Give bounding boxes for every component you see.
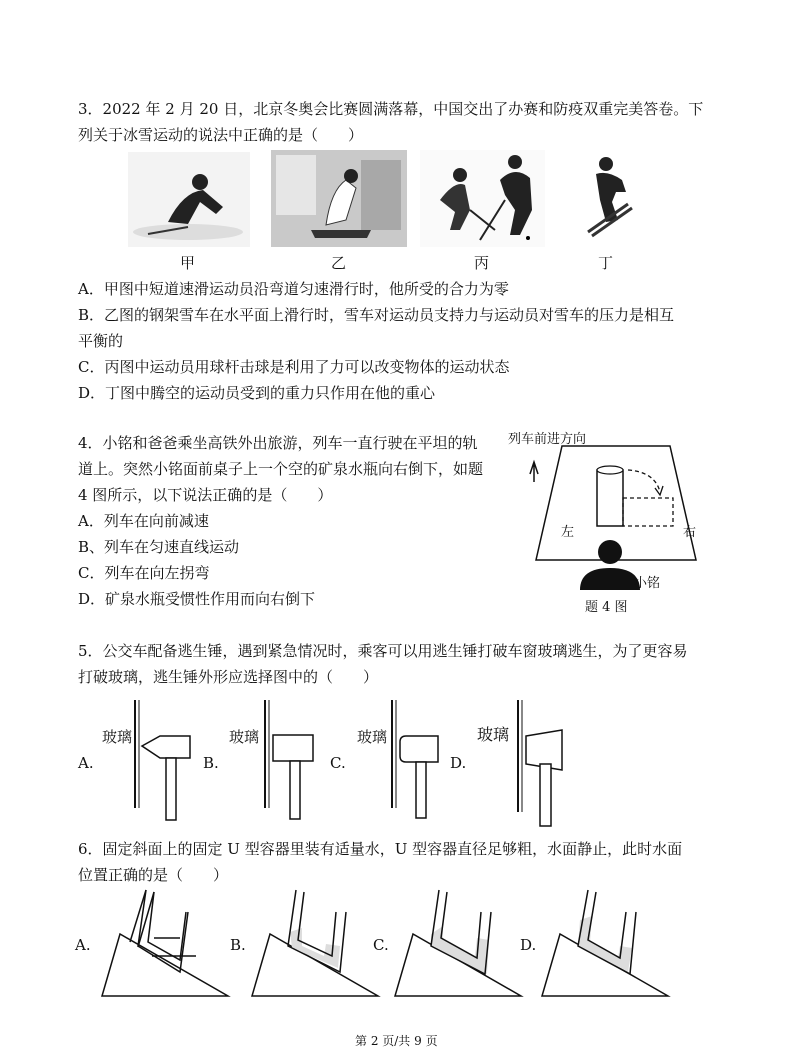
q4-line2: 道上。突然小铭面前桌子上一个空的矿泉水瓶向右倒下，如题 (78, 460, 484, 478)
q4-option-b: B、列车在匀速直线运动 (78, 538, 240, 556)
page-footer: 第 2 页/共 9 页 (355, 1034, 438, 1048)
hammer-b-figure (263, 700, 333, 830)
q5-choice-c: C. (330, 754, 346, 772)
hammer-head-pointed (142, 736, 190, 758)
q5-line2: 打破玻璃，逃生锤外形应选择图中的（ ） (78, 668, 379, 686)
photo-bing (420, 150, 545, 247)
q3-option-c: C．丙图中运动员用球杆击球是利用了力可以改变物体的运动状态 (78, 358, 510, 376)
question-6 (78, 836, 718, 888)
u-tube-b-figure (250, 890, 380, 1000)
photo-jia (128, 152, 250, 247)
q6-choice-b: B. (230, 936, 246, 954)
u-tube-d-figure (540, 890, 670, 1000)
q3-line1: 3．2022 年 2 月 20 日，北京冬奥会比赛圆满落幕，中国交出了办赛和防疫双重完美答卷。下 (78, 100, 704, 118)
q6-choice-d: D. (520, 936, 537, 954)
q6-choice-a: A. (75, 936, 91, 954)
ski-jumper-image (578, 152, 638, 247)
q6-line1: 6．固定斜面上的固定 U 型容器里装有适量水，U 型容器直径足够粗，水面静止，此时水面 (78, 840, 683, 858)
q3-option-b: B．乙图的钢架雪车在水平面上滑行时，雪车对运动员支持力与运动员对雪车的压力是相互 (78, 306, 675, 324)
caption-bing: 丙 (474, 254, 490, 272)
figure-4-caption: 题 4 图 (585, 600, 628, 615)
question-4 (78, 430, 498, 612)
q3-option-b-cont: 平衡的 (78, 332, 124, 350)
train-direction-label: 列车前进方向 (508, 432, 587, 447)
q4-line1: 4．小铭和爸爸乘坐高铁外出旅游，列车一直行驶在平坦的轨 (78, 434, 478, 452)
q5-choice-b: B. (203, 754, 219, 772)
figure-4-diagram (500, 440, 710, 620)
photo-ding (578, 152, 638, 247)
hammer-head-flat (273, 735, 313, 761)
glass-label-b: 玻璃 (229, 728, 260, 746)
hammer-d-figure (516, 700, 586, 830)
q4-option-d: D．矿泉水瓶受惯性作用而向右倒下 (78, 590, 316, 608)
q3-option-a: A．甲图中短道速滑运动员沿弯道匀速滑行时，他所受的合力为零 (78, 280, 509, 298)
skeleton-sled-image (271, 150, 407, 247)
caption-yi: 乙 (331, 254, 347, 272)
q3-line2: 列关于冰雪运动的说法中正确的是（ ） (78, 126, 364, 144)
person-head-icon (598, 540, 622, 564)
bottle-upright (597, 470, 623, 526)
right-label: 右 (683, 525, 697, 540)
speed-skater-image (128, 152, 250, 247)
q4-option-a: A．列车在向前减速 (78, 512, 209, 530)
arrow-up-icon (530, 462, 538, 482)
q5-choice-d: D. (450, 754, 467, 772)
q6-choice-c: C. (373, 936, 389, 954)
hammer-a-figure (130, 700, 200, 830)
q5-line1: 5．公交车配备逃生锤，遇到紧急情况时，乘客可以用逃生锤打破车窗玻璃逃生，为了更容易 (78, 642, 688, 660)
glass-label-d: 玻璃 (477, 725, 510, 744)
glass-label-c: 玻璃 (357, 728, 388, 746)
ice-hockey-image (420, 150, 545, 247)
person-body-icon (580, 568, 640, 590)
question-3 (78, 96, 718, 148)
hammer-head-rounded (400, 736, 438, 762)
person-label: 小铭 (634, 576, 661, 591)
q4-line3: 4 图所示，以下说法正确的是（ ） (78, 486, 333, 504)
photo-yi (271, 150, 407, 247)
u-tube-c-figure (393, 890, 523, 1000)
left-label: 左 (561, 525, 575, 540)
bottle-fallen (623, 498, 673, 526)
caption-ding: 丁 (598, 254, 614, 272)
u-tube-a-figure (100, 890, 230, 1000)
glass-label-a: 玻璃 (102, 728, 133, 746)
question-5 (78, 638, 718, 690)
q6-line2: 位置正确的是（ ） (78, 866, 229, 884)
q3-option-d: D．丁图中腾空的运动员受到的重力只作用在他的重心 (78, 384, 436, 402)
q4-option-c: C．列车在向左拐弯 (78, 564, 210, 582)
q3-options (78, 276, 718, 406)
caption-jia: 甲 (180, 254, 196, 272)
q5-choice-a: A. (78, 754, 94, 772)
